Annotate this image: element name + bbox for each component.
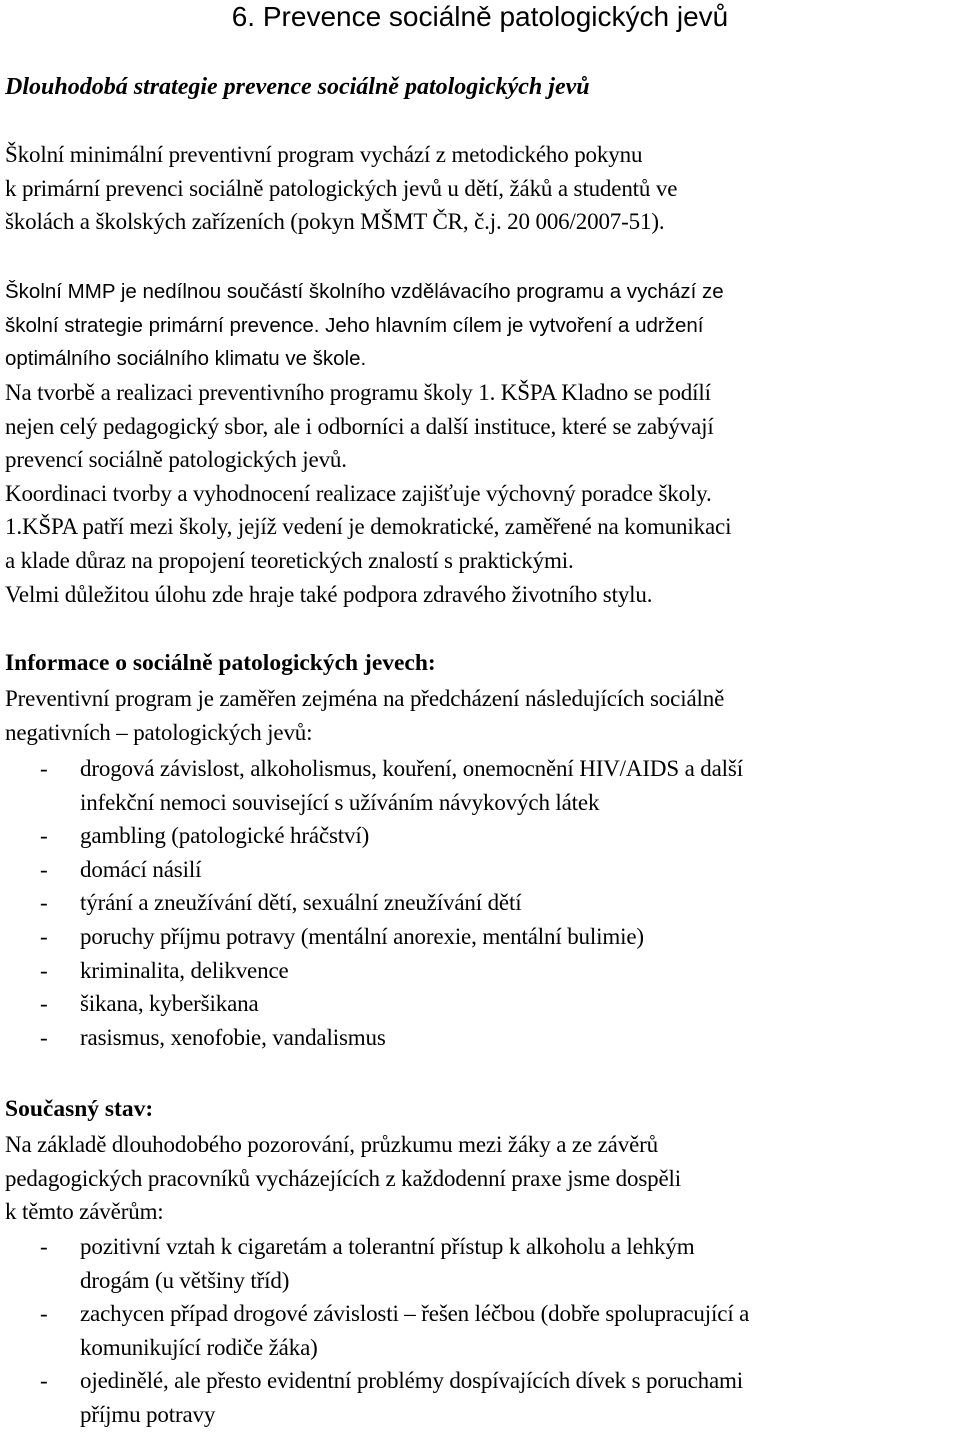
paragraph-line: školní strategie primární prevence. Jeho hlavním cílem je vytvoření a udržení	[5, 313, 704, 337]
body-paragraph	[5, 376, 960, 611]
list-item-line: příjmu potravy	[80, 1401, 216, 1427]
paragraph-line: školách a školských zařízeních (pokyn MŠMT ČR, č.j. 20 006/2007-51).	[5, 209, 665, 235]
mmp-paragraph	[5, 275, 960, 376]
paragraph-line: Preventivní program je zaměřen zejména na předcházení následujících sociálně	[5, 686, 725, 711]
list-item	[0, 1021, 960, 1055]
paragraph-line: negativních – patologických jevů:	[5, 719, 313, 745]
list-item	[0, 853, 960, 887]
paragraph-line: Koordinaci tvorby a vyhodnocení realizace zajišťuje výchovný poradce školy.	[5, 480, 712, 506]
list-item-line: - gambling (patologické hráčství)	[80, 823, 370, 849]
info-heading: Informace o sociálně patologických jevech:	[5, 650, 436, 676]
paragraph-line: pedagogických pracovníků vycházejících z každodenní praxe jsme dospěli	[5, 1165, 682, 1191]
list-item-line: - šikana, kyberšikana	[80, 991, 259, 1017]
list-item	[0, 752, 960, 819]
list-item-line: - ojedinělé, ale přesto evidentní problémy dospívajících dívek s poruchami	[80, 1368, 744, 1394]
list-item-line: - pozitivní vztah k cigaretám a tolerantní přístup k alkoholu a lehkým	[80, 1234, 695, 1259]
intro-paragraph	[5, 138, 960, 239]
paragraph-line: a klade důraz na propojení teoretických znalostí s praktickými.	[5, 547, 574, 573]
paragraph-line: prevencí sociálně patologických jevů.	[5, 447, 347, 473]
paragraph-line: k těmto závěrům:	[5, 1199, 164, 1225]
list-item	[0, 819, 960, 853]
list-item	[0, 1364, 960, 1431]
info-intro	[5, 682, 960, 749]
list-item-line: drogám (u většiny tříd)	[80, 1267, 290, 1293]
section-subtitle: Dlouhodobá strategie prevence sociálně patologických jevů	[5, 74, 590, 100]
status-heading: Současný stav:	[5, 1096, 154, 1122]
paragraph-line: Na základě dlouhodobého pozorování, průzkumu mezi žáky a ze závěrů	[5, 1132, 658, 1157]
list-item	[0, 1297, 960, 1364]
paragraph-line: Velmi důležitou úlohu zde hraje také podpora zdravého životního stylu.	[5, 581, 653, 607]
paragraph-line: Školní MMP je nedílnou součástí školního vzdělávacího programu a vychází ze	[5, 280, 724, 303]
list-item-line: - domácí násilí	[80, 856, 202, 882]
list-item	[0, 987, 960, 1021]
list-item-line: - kriminalita, delikvence	[80, 957, 289, 983]
status-list	[0, 1230, 960, 1432]
paragraph-line: Na tvorbě a realizaci preventivního programu školy 1. KŠPA Kladno se podílí	[5, 380, 711, 405]
list-item-line: - zachycen případ drogové závislosti – řešen léčbou (dobře spolupracující a	[80, 1301, 750, 1327]
paragraph-line: Školní minimální preventivní program vychází z metodického pokynu	[5, 142, 643, 167]
list-item-line: - poruchy příjmu potravy (mentální anorexie, mentální bulimie)	[80, 923, 644, 949]
paragraph-line: optimálního sociálního klimatu ve škole.	[5, 347, 367, 371]
info-list	[0, 752, 960, 1054]
list-item	[0, 954, 960, 988]
list-item-line: - týrání a zneužívání dětí, sexuální zneužívání dětí	[80, 890, 522, 916]
paragraph-line: 1.KŠPA patří mezi školy, jejíž vedení je demokratické, zaměřené na komunikaci	[5, 514, 732, 540]
list-item-line: - rasismus, xenofobie, vandalismus	[80, 1024, 386, 1050]
list-item-line: infekční nemoci související s užíváním návykových látek	[80, 789, 600, 815]
list-item	[0, 920, 960, 954]
list-item	[0, 886, 960, 920]
status-intro	[5, 1128, 960, 1229]
list-item-line: komunikující rodiče žáka)	[80, 1334, 318, 1360]
page-title: 6. Prevence sociálně patologických jevů	[231, 1, 729, 32]
list-item	[0, 1230, 960, 1297]
list-item-line: - drogová závislost, alkoholismus, kouření, onemocnění HIV/AIDS a další	[80, 756, 743, 781]
paragraph-line: k primární prevenci sociálně patologických jevů u dětí, žáků a studentů ve	[5, 175, 678, 201]
paragraph-line: nejen celý pedagogický sbor, ale i odborníci a další instituce, které se zabývají	[5, 413, 714, 439]
